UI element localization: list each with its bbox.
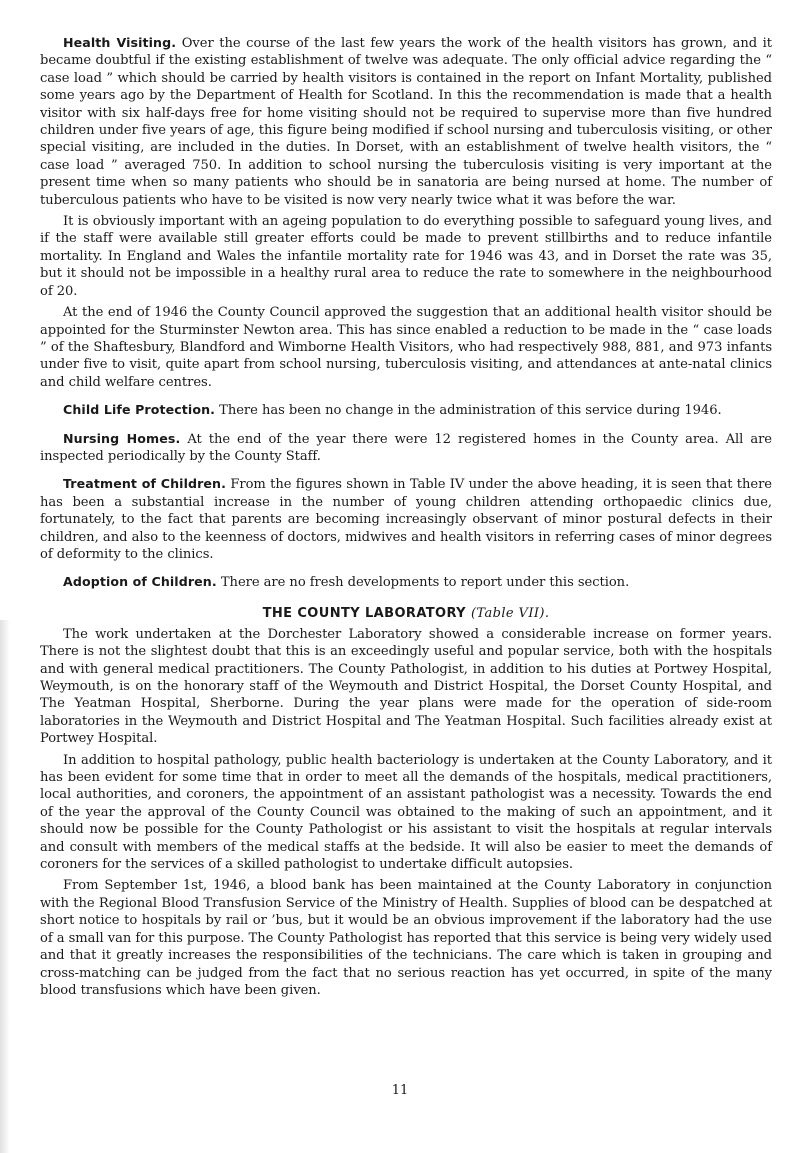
heading-health-visiting: Health Visiting. <box>63 35 177 50</box>
paragraph-health-visiting <box>40 34 772 209</box>
section-table-reference: (Table VII). <box>470 605 550 621</box>
text-nursing-homes: At the end of the year there were 12 registered homes in the County area. All are inspected periodically by the County Staff. <box>40 431 772 464</box>
text-child-life-protection: There has been no change in the administration of this service during 1946. <box>219 403 722 419</box>
paragraph-nursing-homes <box>40 430 772 466</box>
text-treatment-of-children: From the figures shown in Table IV under the above heading, it is seen that there has been a substantial increase in the number of young children attending orthopaedic clinics due, fortunately, to the fact that parents are becoming increasingly observant of minor postural defects in their children, and also to the keenness of doctors, midwives and health visitors in referring cases of minor degrees of deformity to the clinics. <box>40 477 772 562</box>
paragraph-adoption-of-children <box>40 573 772 591</box>
paragraph-child-life-protection <box>40 401 772 419</box>
scan-edge-shadow <box>0 620 10 1153</box>
text-health-visiting: Over the course of the last few years the work of the health visitors has grown, and it became doubtful if the existing establishment of twelve was adequate. The only official advice regarding the “ case load ” which should be carried by health visitors is contained in the report on Infant Mortality, published some years ago by the Department of Health for Scotland. In this the recommendation is made that a health visitor with six half-days free for home visiting should not be required to supervise more than five hundred children under five years of age, this figure being modified if school nursing and tuberculosis visiting, or other special visiting, are included in the duties. In Dorset, with an establishment of twelve health visitors, the “ case load ” averaged 750. In addition to school nursing the tuberculosis visiting is very important at the present time when so many patients who should be in sanatoria are being nursed at home. The number of tuberculous patients who have to be visited is now very nearly twice what it was before the war. <box>40 36 773 208</box>
paragraph-county-council: At the end of 1946 the County Council approved the suggestion that an additional health visitor should be appointed for the Sturminster Newton area. This has since enabled a reduction to be made in the “ case loads ” of the Shaftesbury, Blandford and Wimborne Health Visitors, who had respectively 988, 881, and 973 infants under five to visit, quite apart from school nursing, tuberculosis visiting, and attendances at ante-natal clinics and child welfare centres. <box>40 305 772 390</box>
heading-adoption-of-children: Adoption of Children. <box>63 574 217 590</box>
paragraph-public-health-bacteriology: In addition to hospital pathology, public health bacteriology is undertaken at the County Laboratory, and it has been evident for some time that in order to meet all the demands of the hospitals, medical practitioners, local authorities, and coroners, the appointment of an assistant pathologist was a necessity. Towards the end of the year the approval of the County Council was obtained to the making of such an appointment, and it should now be possible for the County Pathologist or his assistant to visit the hospitals at regular intervals and consult with members of the medical staffs at the bedside. It will also be easier to meet the demands of coroners for the services of a skilled pathologist to undertake difficult autopsies. <box>40 752 772 873</box>
text-adoption-of-children: There are no fresh developments to report under this section. <box>220 575 630 591</box>
section-title-text: THE COUNTY LABORATORY <box>262 605 466 621</box>
paragraph-treatment-of-children <box>40 475 772 563</box>
heading-child-life-protection: Child Life Protection. <box>63 402 216 418</box>
heading-nursing-homes: Nursing Homes. <box>63 430 181 446</box>
section-title-county-laboratory <box>40 606 772 621</box>
paragraph-blood-bank: From September 1st, 1946, a blood bank has been maintained at the County Laboratory in conjunction with the Regional Blood Transfusion Service of the Ministry of Health. Supplies of blood can be despatched at short notice to hospitals by rail or ’bus, but it would be an obvious improvement if the laboratory had the use of a small van for this purpose. The County Pathologist has reported that this service is being very widely used and that it greatly increases the responsibilities of the technicians. The care which is taken in grouping and cross-matching can be judged from the fact that no serious reaction has yet occurred, in spite of the many blood transfusions which have been given. <box>40 878 772 998</box>
heading-treatment-of-children: Treatment of Children. <box>63 476 227 492</box>
paragraph-laboratory-work: The work undertaken at the Dorchester Laboratory showed a considerable increase on former years. There is not the slightest doubt that this is an exceedingly useful and popular service, both with the hospitals and with general medical practitioners. The County Pathologist, in addition to his duties at Portwey Hospital, Weymouth, is on the honorary staff of the Weymouth and District Hospital, the Dorset County Hospital, and The Yeatman Hospital, Sherborne. During the year plans were made for the operation of side-room laboratories in the Weymouth and District Hospital and The Yeatman Hospital. Such facilities already exist at Portwey Hospital. <box>40 626 772 747</box>
page-number: 11 <box>391 1083 409 1098</box>
paragraph-ageing-population: It is obviously important with an ageing population to do everything possible to safeguard young lives, and if the staff were available still greater efforts could be made to prevent stillbirths and to reduce infantile mortality. In England and Wales the infantile mortality rate for 1946 was 43, and in Dorset the rate was 35, but it should not be impossible in a healthy rural area to reduce the rate to somewhere in the neighbourhood of 20. <box>40 214 772 299</box>
